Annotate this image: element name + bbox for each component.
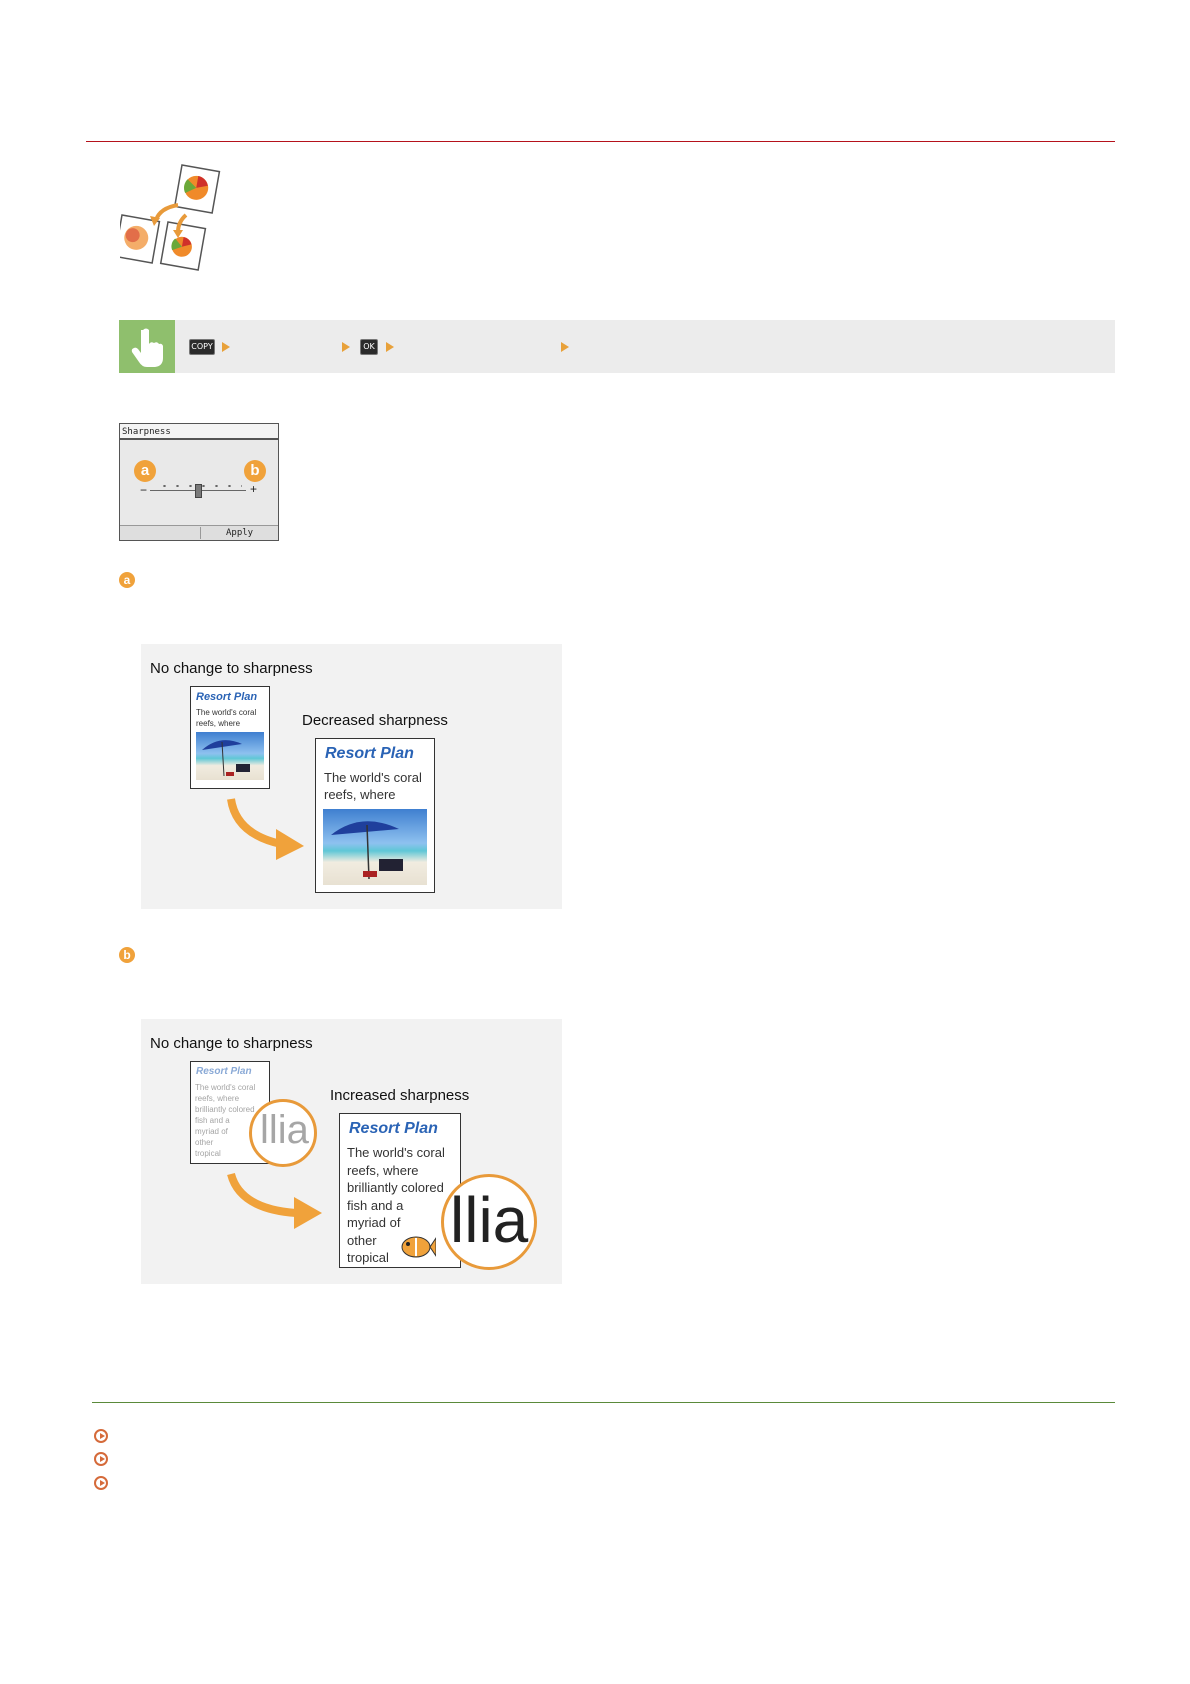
doc-title: Resort Plan	[349, 1120, 438, 1137]
section-a-marker: a	[119, 572, 135, 588]
doc-body: The world's coral reefs, where	[324, 770, 422, 802]
curved-arrow	[226, 1169, 336, 1239]
doc-title: Resort Plan	[196, 1066, 252, 1077]
lcd-footer	[120, 525, 278, 540]
doc-body: The world's coral reefs, where brilliantly colored fish and a myriad of other tropical	[195, 1083, 256, 1158]
link-arrow-icon[interactable]	[94, 1452, 108, 1466]
zoom-circle-sharp	[441, 1174, 537, 1270]
increased-sharpness-panel	[141, 1019, 562, 1284]
doc-body: The world's coral reefs, where brilliantly colored fish and a myriad of other tropical	[347, 1145, 445, 1265]
beach-photo	[196, 732, 264, 780]
step-arrow	[561, 342, 569, 352]
doc-title: Resort Plan	[325, 745, 414, 762]
marker-a: a	[134, 460, 156, 482]
zoom-circle-blurred	[249, 1099, 317, 1167]
ok-key: OK	[360, 339, 378, 355]
decreased-document	[315, 738, 435, 893]
before-label: No change to sharpness	[150, 1035, 313, 1052]
step-arrow	[222, 342, 230, 352]
before-label: No change to sharpness	[150, 660, 313, 677]
copy-pages-icon	[120, 160, 240, 275]
curved-arrow	[226, 794, 316, 864]
top-rule	[86, 141, 1115, 142]
zoom-text: llia	[450, 1184, 529, 1256]
footer-divider	[200, 527, 201, 539]
increased-document	[339, 1113, 461, 1268]
lcd-title: Sharpness	[120, 424, 278, 440]
original-document	[190, 686, 270, 789]
marker-b: b	[244, 460, 266, 482]
operation-step-bar	[119, 320, 1115, 373]
fish-illustration	[396, 1232, 436, 1262]
sharpness-lcd-screen	[119, 423, 279, 541]
section-b-marker: b	[119, 947, 135, 963]
after-label: Decreased sharpness	[302, 712, 448, 729]
step-arrow	[342, 342, 350, 352]
step-arrow	[386, 342, 394, 352]
beach-photo	[323, 809, 427, 885]
hand-touch-icon	[119, 320, 175, 373]
link-arrow-icon[interactable]	[94, 1476, 108, 1490]
doc-title: Resort Plan	[196, 691, 258, 703]
apply-button[interactable]: Apply	[226, 528, 254, 538]
plus-sign: +	[250, 482, 258, 496]
bottom-rule	[92, 1402, 1115, 1403]
link-arrow-icon[interactable]	[94, 1429, 108, 1443]
copy-key: COPY	[189, 339, 215, 355]
after-label: Increased sharpness	[330, 1087, 470, 1104]
slider-thumb[interactable]	[195, 484, 202, 498]
minus-sign: −	[140, 483, 148, 497]
zoom-text: llia	[260, 1108, 309, 1152]
decreased-sharpness-panel	[141, 644, 562, 909]
doc-body: The world's coral reefs, where	[196, 708, 257, 728]
